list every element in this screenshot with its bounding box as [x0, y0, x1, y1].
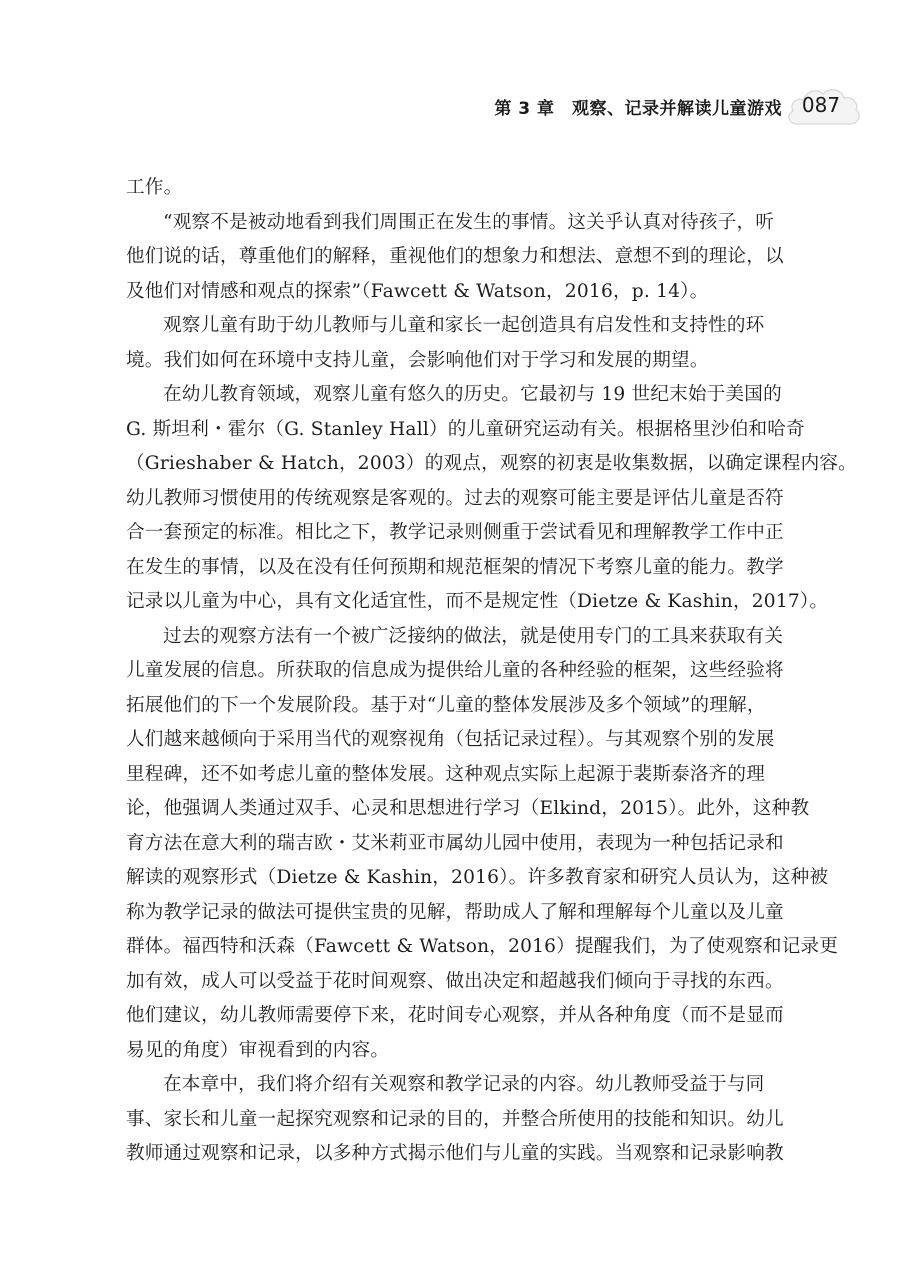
text-line: 加有效，成人可以受益于花时间观察、做出决定和超越我们倾向于寻找的东西。: [126, 970, 784, 992]
text-line: 境。我们如何在环境中支持儿童，会影响他们对于学习和发展的期望。: [126, 349, 709, 371]
text-line: 称为教学记录的做法可提供宝贵的见解，帮助成人了解和理解每个儿童以及儿童: [126, 901, 784, 923]
paragraph-start-line: 在本章中，我们将介绍有关观察和教学记录的内容。幼儿教师受益于与同: [163, 1074, 765, 1095]
text-line: 里程碑，还不如考虑儿童的整体发展。这种观点实际上起源于裴斯泰洛齐的理: [126, 763, 765, 785]
text-line: 育方法在意大利的瑞吉欧・艾米莉亚市属幼儿园中使用，表现为一种包括记录和: [126, 832, 784, 854]
text-line: 人们越来越倾向于采用当代的观察视角（包括记录过程）。与其观察个别的发展: [126, 729, 775, 750]
paragraph-start-line: 观察儿童有助于幼儿教师与儿童和家长一起创造具有启发性和支持性的环: [163, 315, 765, 336]
text-line: 合一套预定的标准。相比之下，教学记录则侧重于尝试看见和理解教学工作中正: [126, 522, 784, 543]
text-line: 在发生的事情，以及在没有任何预期和规范框架的情况下考察儿童的能力。教学: [126, 556, 784, 578]
text-line: 解读的观察形式（Dietze & Kashin，2016）。许多教育家和研究人员认为，这种被: [126, 867, 829, 888]
chapter-title: 第 3 章 观察、记录并解读儿童游戏: [494, 99, 782, 119]
body-text: [126, 171, 857, 1172]
text-line: 幼儿教师习惯使用的传统观察是客观的。过去的观察可能主要是评估儿童是否符: [126, 487, 784, 509]
text-line: 及他们对情感和观点的探索”（Fawcett & Watson，2016，p. 14）。: [126, 280, 709, 302]
text-line: （Grieshaber & Hatch，2003）的观点，观察的初衷是收集数据，以确定课程内容。: [126, 453, 857, 474]
text-line: 教师通过观察和记录，以多种方式揭示他们与儿童的实践。当观察和记录影响教: [126, 1143, 784, 1164]
text-line: 他们建议，幼儿教师需要停下来，花时间专心观察，并从各种角度（而不是显而: [126, 1005, 784, 1026]
text-line: 群体。福西特和沃森（Fawcett & Watson，2016）提醒我们，为了使观察和记录更: [126, 936, 839, 957]
text-line: 儿童发展的信息。所获取的信息成为提供给儿童的各种经验的框架，这些经验将: [126, 660, 784, 681]
text-line: 拓展他们的下一个发展阶段。基于对“儿童的整体发展涉及多个领域”的理解，: [126, 694, 766, 716]
text-line: 他们说的话，尊重他们的解释，重视他们的想象力和想法、意想不到的理论，以: [126, 246, 784, 267]
paragraph-start-line: 在幼儿教育领域，观察儿童有悠久的历史。它最初与 19 世纪末始于美国的: [163, 384, 782, 405]
text-line: 事、家长和儿童一起探究观察和记录的目的，并整合所使用的技能和知识。幼儿: [126, 1108, 784, 1130]
page-header: [0, 84, 900, 134]
text-line: 记录以儿童为中心，具有文化适宜性，而不是规定性（Dietze & Kashin，2017）。: [126, 591, 829, 612]
text-line: G. 斯坦利・霍尔（G. Stanley Hall）的儿童研究运动有关。根据格里沙伯和哈奇: [126, 418, 805, 440]
paragraph-start-line: 过去的观察方法有一个被广泛接纳的做法，就是使用专门的工具来获取有关: [163, 625, 784, 647]
text-line: 易见的角度）审视看到的内容。: [126, 1039, 390, 1061]
text-line: 论，他强调人类通过双手、心灵和思想进行学习（Elkind，2015）。此外，这种教: [126, 798, 810, 819]
page-number: 087: [801, 93, 841, 117]
paragraph-start-line: “观察不是被动地看到我们周围正在发生的事情。这关乎认真对待孩子，听: [163, 211, 775, 233]
text-line: 工作。: [126, 177, 183, 198]
